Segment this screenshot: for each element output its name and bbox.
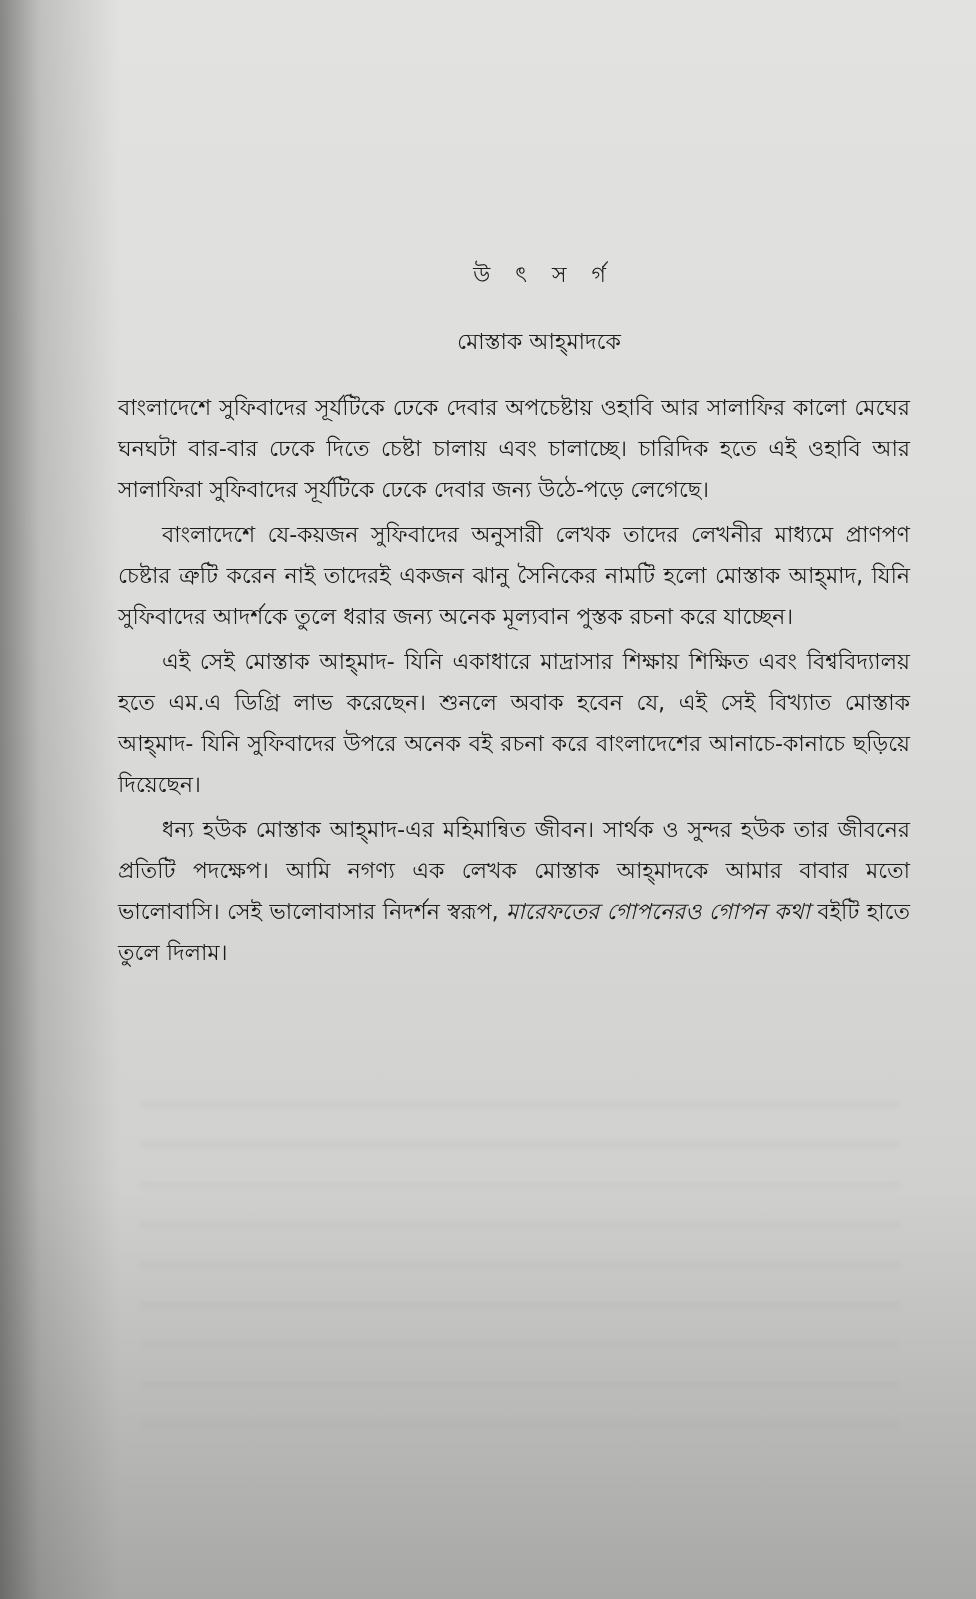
paragraph-4-text-before: ধন্য হউক মোস্তাক আহ্‌মাদ-এর মহিমান্বিত জীবন। সার্থক ও সুন্দর হউক তার জীবনের প্রতিটি পদক্ষেপ। আমি নগণ্য এক লেখক মোস্তাক আহ্‌মাদকে আমার বাবার মতো ভালোবাসি। সেই ভালোবাসার নিদর্শন স্বরূপ,	[118, 818, 910, 925]
paragraph-4	[118, 810, 910, 974]
paragraph-3: এই সেই মোস্তাক আহ্‌মাদ- যিনি একাধারে মাদ্রাসার শিক্ষায় শিক্ষিত এবং বিশ্ববিদ্যালয় হতে এম.এ ডিগ্রি লাভ করেছেন। শুনলে অবাক হবেন যে, এই সেই বিখ্যাত মোস্তাক আহ্‌মাদ- যিনি সুফিবাদের উপরে অনেক বই রচনা করে বাংলাদেশের আনাচে-কানাচে ছড়িয়ে দিয়েছেন।	[118, 650, 910, 798]
paragraph-1: বাংলাদেশে সুফিবাদের সূর্যটিকে ঢেকে দেবার অপচেষ্টায় ওহাবি আর সালাফির কালো মেঘের ঘনঘটা বার-বার ঢেকে দিতে চেষ্টা চালায় এবং চালাচ্ছে। চারিদিক হতে এই ওহাবি আর সালাফিরা সুফিবাদের সূর্যটিকে ঢেকে দেবার জন্য উঠে-পড়ে লেগেছে।	[118, 396, 910, 503]
paragraph-2: বাংলাদেশে যে-কয়জন সুফিবাদের অনুসারী লেখক তাদের লেখনীর মাধ্যমে প্রাণপণ চেষ্টার ত্রুটি করেন নাই তাদেরই একজন ঝানু সৈনিকের নামটি হলো মোস্তাক আহ্‌মাদ, যিনি সুফিবাদের আদর্শকে তুলে ধরার জন্য অনেক মূল্যবান পুস্তক রচনা করে যাচ্ছেন।	[118, 523, 910, 630]
dedicatee-name: মোস্তাক আহ্‌মাদকে	[457, 330, 621, 355]
show-through-text	[140, 1070, 900, 1450]
page-heading: উ ৎ স র্গ	[473, 263, 615, 288]
dedication-content	[118, 258, 910, 978]
book-title: মারেফতের গোপনেরও গোপন কথা	[506, 900, 810, 925]
paragraph-4-text-after: বইটি হাতে তুলে দিলাম।	[118, 900, 910, 966]
